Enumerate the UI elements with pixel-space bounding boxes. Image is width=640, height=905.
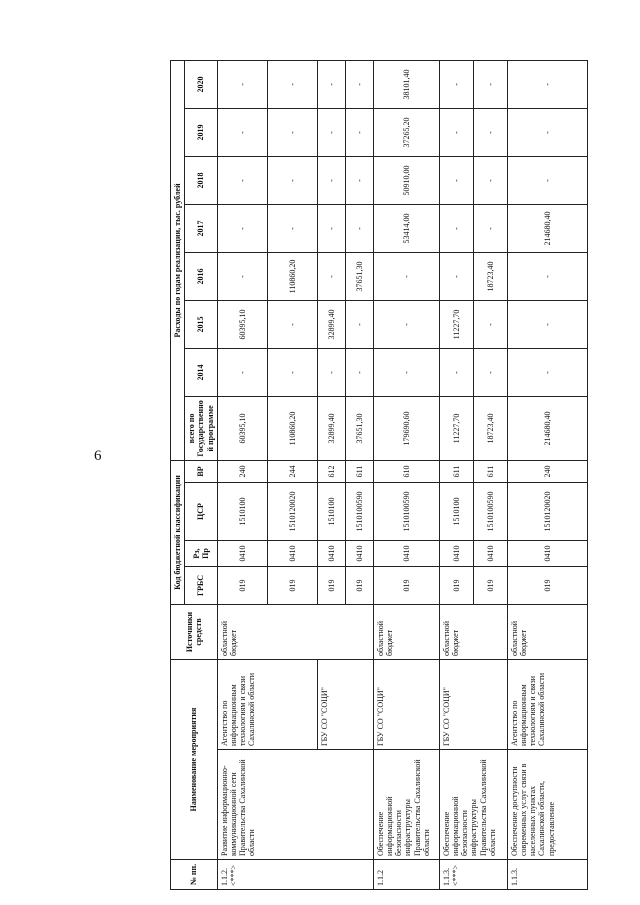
cell-csr: 1510120020: [507, 483, 587, 541]
cell-year: -: [439, 252, 473, 300]
cell-vr: 612: [317, 460, 345, 482]
cell-year: 50910,00: [373, 156, 439, 204]
header-year: 2017: [185, 204, 218, 252]
cell-total: 37651,30: [345, 396, 373, 460]
cell-year: -: [439, 108, 473, 156]
cell-vr: 611: [439, 460, 473, 482]
cell-year: -: [317, 204, 345, 252]
cell-year: -: [373, 252, 439, 300]
cell-csr: 1510100: [439, 483, 473, 541]
row-name: Обеспечение информационной безопасности инфраструктуры Правительства Сахалинской области: [439, 750, 507, 860]
cell-year: -: [267, 108, 317, 156]
row-executor: Агентство по информационным технологиям и связи Сахалинской области: [507, 660, 587, 750]
cell-rzpr: 0410: [217, 541, 267, 567]
cell-year: -: [267, 348, 317, 396]
cell-year: -: [345, 60, 373, 108]
cell-year: -: [345, 300, 373, 348]
cell-year: -: [345, 348, 373, 396]
header-row-1: [171, 60, 185, 889]
cell-year: -: [317, 252, 345, 300]
cell-year: -: [473, 108, 507, 156]
row-source: областной бюджет: [439, 605, 507, 660]
cell-grbs: 019: [345, 567, 373, 605]
header-expenses-group: Расходы по годам реализации, тыс. рублей: [171, 60, 185, 460]
cell-year: -: [473, 300, 507, 348]
cell-year: -: [507, 252, 587, 300]
page-number: 6: [94, 448, 102, 464]
cell-year: -: [217, 156, 267, 204]
header-vr: ВР: [185, 460, 218, 482]
cell-grbs: 019: [473, 567, 507, 605]
cell-year: -: [473, 348, 507, 396]
row-executor: ГБУ СО "СОЦИ": [439, 660, 507, 750]
cell-total: 179690,60: [373, 396, 439, 460]
cell-year: -: [217, 348, 267, 396]
cell-year: -: [217, 252, 267, 300]
cell-vr: 610: [373, 460, 439, 482]
cell-rzpr: 0410: [473, 541, 507, 567]
header-year: 2015: [185, 300, 218, 348]
cell-year: 214680,40: [507, 204, 587, 252]
header-total: всего по Государственной программе: [185, 396, 218, 460]
header-code-group: Код бюджетной классификации: [171, 460, 185, 604]
row-name: Развитие информационно-коммуникационной сети Правительства Сахалинской области: [217, 750, 373, 860]
cell-total: 60395,10: [217, 396, 267, 460]
header-num: № пп.: [171, 860, 218, 890]
header-year: 2014: [185, 348, 218, 396]
cell-rzpr: 0410: [373, 541, 439, 567]
cell-year: 60395,10: [217, 300, 267, 348]
cell-total: 11227,70: [439, 396, 473, 460]
cell-year: -: [317, 156, 345, 204]
cell-year: -: [345, 156, 373, 204]
cell-year: -: [439, 348, 473, 396]
table-row: [217, 60, 267, 889]
table-row: [507, 60, 587, 889]
cell-year: -: [217, 60, 267, 108]
row-executor: Агентство по информационным технологиям и связи Сахалинской области: [217, 660, 317, 750]
cell-year: -: [473, 156, 507, 204]
cell-total: 214680,40: [507, 396, 587, 460]
cell-csr: 1510100: [217, 483, 267, 541]
cell-year: -: [439, 204, 473, 252]
cell-vr: 611: [345, 460, 373, 482]
cell-total: 110860,20: [267, 396, 317, 460]
cell-year: -: [473, 204, 507, 252]
cell-year: -: [217, 204, 267, 252]
cell-year: -: [345, 108, 373, 156]
cell-year: 53414,00: [373, 204, 439, 252]
cell-csr: 1510100: [317, 483, 345, 541]
row-executor: ГБУ СО "СОЦИ": [373, 660, 439, 750]
header-source: Источники средств: [171, 605, 218, 660]
cell-year: -: [373, 300, 439, 348]
header-rzpr: Рз, Пр: [185, 541, 218, 567]
row-num: 1.1.3.: [507, 860, 587, 890]
cell-year: -: [345, 204, 373, 252]
cell-year: -: [507, 108, 587, 156]
header-year: 2020: [185, 60, 218, 108]
cell-year: 18723,40: [473, 252, 507, 300]
row-source: областной бюджет: [217, 605, 373, 660]
cell-year: -: [267, 300, 317, 348]
rotated-table-wrapper: [170, 61, 628, 890]
cell-year: 38101,40: [373, 60, 439, 108]
cell-year: -: [317, 60, 345, 108]
cell-year: -: [439, 60, 473, 108]
cell-vr: 240: [217, 460, 267, 482]
header-year: 2018: [185, 156, 218, 204]
cell-year: -: [439, 156, 473, 204]
cell-rzpr: 0410: [439, 541, 473, 567]
cell-year: -: [507, 348, 587, 396]
row-executor: ГБУ СО "СОЦИ": [317, 660, 373, 750]
cell-csr: 1510100590: [373, 483, 439, 541]
cell-grbs: 019: [267, 567, 317, 605]
cell-csr: 1510100590: [473, 483, 507, 541]
row-num: 1.1.2: [373, 860, 439, 890]
cell-vr: 244: [267, 460, 317, 482]
cell-year: -: [473, 60, 507, 108]
cell-rzpr: 0410: [267, 541, 317, 567]
budget-table: [170, 60, 588, 890]
cell-grbs: 019: [439, 567, 473, 605]
cell-rzpr: 0410: [507, 541, 587, 567]
cell-year: 32899,40: [317, 300, 345, 348]
cell-grbs: 019: [217, 567, 267, 605]
table-row: [439, 60, 473, 889]
row-name: Обеспечение информационной безопасности инфраструктуры Правительства Сахалинской области: [373, 750, 439, 860]
cell-total: 32899,40: [317, 396, 345, 460]
cell-year: -: [267, 156, 317, 204]
row-num: 1.1.2. <***>: [217, 860, 373, 890]
cell-year: 110860,20: [267, 252, 317, 300]
cell-grbs: 019: [507, 567, 587, 605]
cell-year: -: [217, 108, 267, 156]
cell-rzpr: 0410: [345, 541, 373, 567]
row-source: областной бюджет: [373, 605, 439, 660]
cell-csr: 1510100590: [345, 483, 373, 541]
cell-year: -: [507, 156, 587, 204]
header-grbs: ГРБС: [185, 567, 218, 605]
cell-year: 37651,30: [345, 252, 373, 300]
cell-rzpr: 0410: [317, 541, 345, 567]
cell-vr: 240: [507, 460, 587, 482]
cell-year: -: [373, 348, 439, 396]
cell-year: 11227,70: [439, 300, 473, 348]
cell-grbs: 019: [317, 567, 345, 605]
cell-year: -: [507, 300, 587, 348]
cell-csr: 1510120020: [267, 483, 317, 541]
table-row: [373, 60, 439, 889]
cell-year: 37265,20: [373, 108, 439, 156]
row-num: 1.1.3. <***>: [439, 860, 507, 890]
cell-grbs: 019: [373, 567, 439, 605]
cell-year: -: [317, 348, 345, 396]
header-year: 2016: [185, 252, 218, 300]
cell-year: -: [507, 60, 587, 108]
header-name: Наименование мероприятия: [171, 660, 218, 860]
row-source: областной бюджет: [507, 605, 587, 660]
cell-year: -: [267, 204, 317, 252]
header-year: 2019: [185, 108, 218, 156]
cell-year: -: [267, 60, 317, 108]
cell-vr: 611: [473, 460, 507, 482]
cell-total: 18723,40: [473, 396, 507, 460]
header-csr: ЦСР: [185, 483, 218, 541]
cell-year: -: [317, 108, 345, 156]
row-name: Обеспечение доступности современных услуг связи в населенных пунктах Сахалинской области, предоставление: [507, 750, 587, 860]
